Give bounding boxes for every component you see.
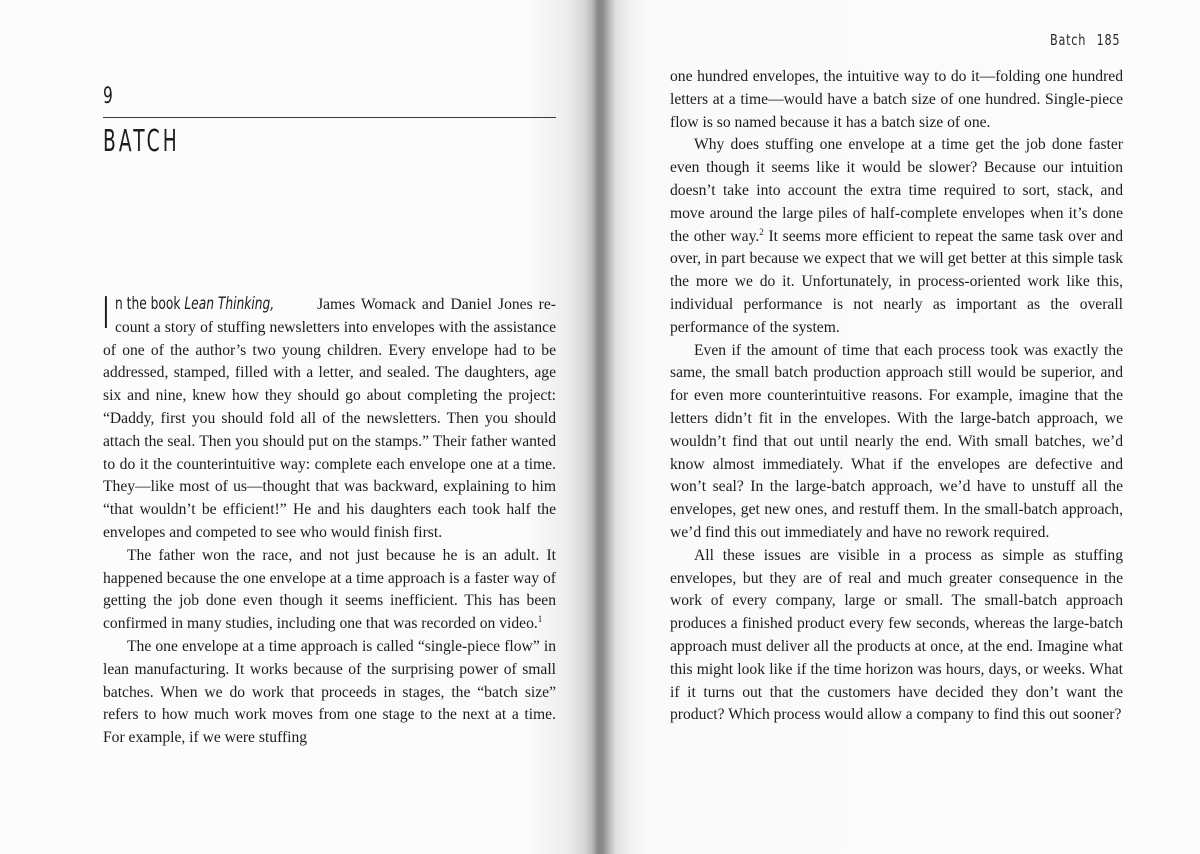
paragraph-text: It seems more efficient to repeat the same task over and over, in part because we expect that we will get better at this simple task the more we do it. Unfortunately, in process-oriented work like this, individual performance is not nearly as important as the overall performance of the system. [670, 227, 1123, 336]
paragraph-text: Why does stuffing one envelope at a time get the job done faster even though it seems like it would be slower? Because our intuition doesn’t take into account the extra time required to sort, stack, and move around the large piles of half-complete envelopes when it’s done the other way. [670, 136, 1123, 245]
right-page-body [670, 66, 1123, 727]
left-page [0, 0, 598, 854]
book-title: Lean Thinking, [184, 294, 275, 314]
lead-in [115, 293, 274, 316]
drop-cap: I [103, 288, 109, 339]
running-head [1050, 31, 1120, 49]
page-number: 185 [1096, 31, 1121, 49]
left-page-body [103, 288, 556, 750]
paragraph-text: All these issues are visible in a process as simple as stuffing envelopes, but they are of real and much greater consequence in the work of every company, large or small. The small-batch approach produces a finished product every few seconds, whereas the large-batch approach must deliver all the products at once, at the end. Imagine what this might look like if the time horizon was hours, days, or weeks. What if it turns out that the customers have decided they don’t want the product? Which process would allow a company to find this out sooner? [670, 546, 1123, 724]
paragraph [103, 545, 556, 636]
gutter-shadow [586, 0, 616, 854]
paragraph [670, 134, 1123, 339]
paragraph [103, 288, 556, 545]
paragraph-text: The father won the race, and not just because he is an adult. It happened because the one envelope at a time approach is a faster way of getting the job done even though it seems inefficient. This has been confirmed in many studies, including one that was recorded on video. [103, 546, 556, 633]
paragraph [670, 66, 1123, 134]
chapter-number: 9 [103, 84, 114, 109]
footnote-marker: 2 [759, 226, 764, 237]
paragraph-text: The one envelope at a time approach is called “single-piece flow” in lean manufacturing. It works because of the surprising power of small batches. When we do work that proceeds in stages, the “batch size” refers to how much work moves from one stage to the next at a time. For example, if we were stuffing [103, 637, 556, 747]
paragraph-text: one hundred envelopes, the intuitive way to do it—folding one hundred letters at a time—would have a batch size of one hundred. Single-piece flow is so named because it has a batch size of one. [670, 68, 1123, 131]
paragraph [670, 340, 1123, 545]
paragraph-text: Even if the amount of time that each process took was exactly the same, the small batch production approach still would be superior, and for even more counterintuitive reasons. For example, imagine that the letters didn’t fit in the envelopes. With the large-batch approach, we wouldn’t find that out until nearly the end. With small batches, we’d know almost immediately. What if the envelopes are defective and won’t seal? In the large-batch approach, we’d have to unstuff all the envelopes, get new ones, and restuff them. In the small-batch approach, we’d find this out immediately and have no rework required. [670, 341, 1123, 541]
lead-in-prefix: n the book [115, 294, 185, 314]
running-head-title: Batch [1050, 31, 1087, 49]
footnote-marker: 1 [537, 614, 543, 625]
chapter-rule [103, 117, 556, 118]
paragraph-text: James Womack and Daniel Jones recount a story of stuffing newsletters into envelopes with the assistance of one of the author’s two young children. Every envelope had to be addressed, stamped, filled with a letter, and sealed. The daughters, age six and nine, knew how they should go about completing the project: “Daddy, first you should fold all of the newsletters. Then you should attach the seal. Then you should put on the stamps.” Their father wanted to do it the counterintuitive way: complete each envelope one at a time. They—like most of us—thought that was backward, explaining to him “that wouldn’t be efficient!” He and his daughters each took half the envelopes and competed to see who would finish first. [103, 296, 556, 541]
chapter-title: BATCH [103, 124, 180, 159]
paragraph [103, 636, 556, 750]
paragraph [670, 545, 1123, 727]
